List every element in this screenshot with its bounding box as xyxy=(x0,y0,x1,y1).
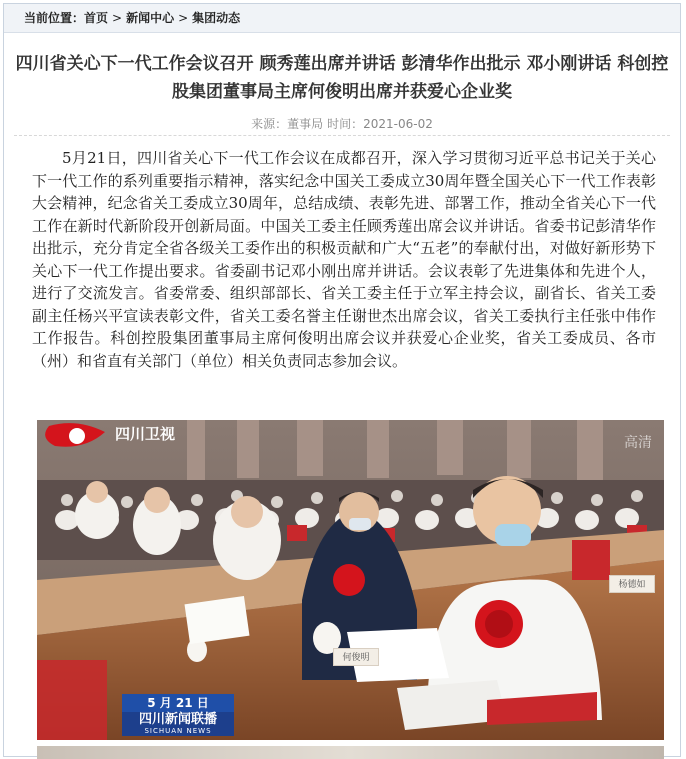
breadcrumb-home-link[interactable]: 首页 xyxy=(84,11,109,25)
time-value: 2021-06-02 xyxy=(363,117,433,131)
meta-divider xyxy=(14,135,670,136)
program-subtitle: SICHUAN NEWS xyxy=(144,727,212,735)
meeting-scene xyxy=(37,420,664,740)
breadcrumb-separator: > xyxy=(112,11,123,25)
breadcrumb-prefix: 当前位置： xyxy=(24,11,85,25)
breadcrumb-separator: > xyxy=(178,11,189,25)
name-placard-2: 杨德如 xyxy=(609,575,655,593)
hd-badge: 高清 xyxy=(624,435,652,451)
article-photo xyxy=(37,420,664,740)
breadcrumb-group-news-link[interactable]: 集团动态 xyxy=(192,11,241,25)
program-banner xyxy=(122,712,234,736)
program-title: 四川新闻联播 xyxy=(138,712,217,727)
time-label: 时间： xyxy=(327,117,364,131)
article-title: 四川省关心下一代工作会议召开 顾秀莲出席并讲话 彭清华作出批示 邓小刚讲话 科创控股集团董事局主席何俊明出席并获爱心企业奖 xyxy=(15,54,669,102)
article-meta xyxy=(4,115,680,132)
source-label: 来源： xyxy=(251,117,288,131)
broadcast-date: 5 月 21 日 xyxy=(122,694,234,712)
article-body: 5月21日，四川省关心下一代工作会议在成都召开，深入学习贯彻习近平总书记关于关心下一代工作的系列重要指示精神，落实纪念中国关工委成立30周年暨全国关心下一代工作表彰大会精神，纪念省关工委成立30周年，总结成绩、表彰先进、部署工作，推动全省关心下一代工作在新时代新阶段开创新局面。中国关工委主任顾秀莲出席会议并讲话。省委书记彭清华作出批示，充分肯定全省各级关工委作出的积极贡献和广大“五老”的奉献付出，对做好新形势下关心下一代工作提出要求。省委副书记邓小刚出席并讲话。会议表彰了先进集体和先进个人，进行了交流发言。省委常委、组织部部长、省关工委主任于立军主持会议，副省长、省关工委副主任杨兴平宣读表彰文件，省关工委名誉主任谢世杰出席会议，省关工委执行主任张中伟作工作报告。科创控股集团董事局主席何俊明出席会议并获爱心企业奖，省关工委成员、各市（州）和省直有关部门（单位）相关负责同志参加会议。 xyxy=(32,149,656,370)
next-photo-preview xyxy=(37,746,664,759)
source-value: 董事局 xyxy=(287,117,324,131)
name-placard-1: 何俊明 xyxy=(333,648,379,666)
channel-logo: 四川卫视 xyxy=(115,425,176,443)
breadcrumb xyxy=(4,4,680,33)
breadcrumb-news-center-link[interactable]: 新闻中心 xyxy=(126,11,175,25)
